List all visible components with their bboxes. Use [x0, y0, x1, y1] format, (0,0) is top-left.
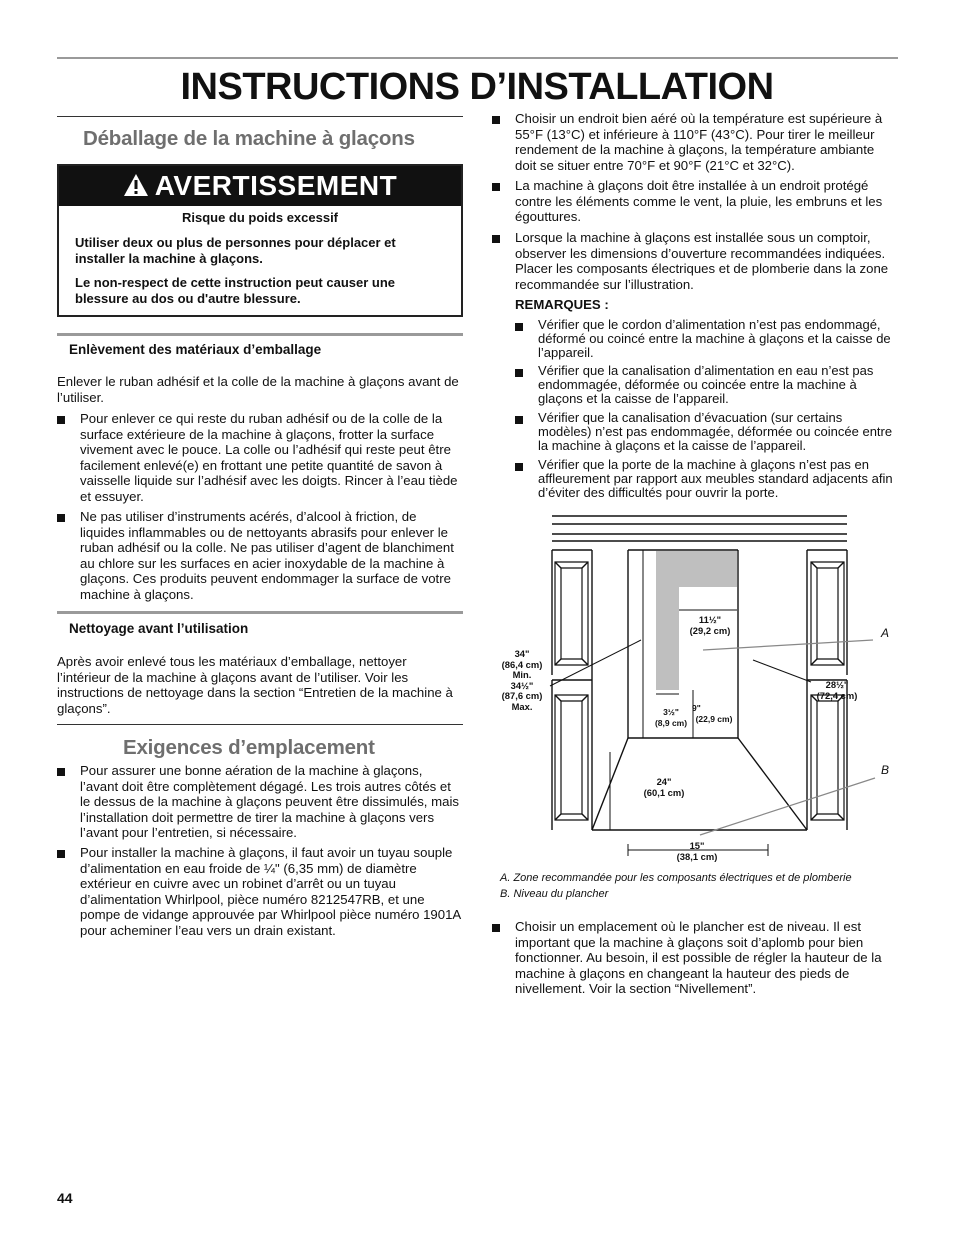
bullet-square-icon: [515, 416, 523, 424]
bullet-square-icon: [515, 463, 523, 471]
list-item: Choisir un emplacement où le plancher est de niveau. Il est important que la machine à glaçons soit d’aplomb pour bien fonctionner. Au besoin, il est possible de régler la hauteur de la machine à glaçons en changeant la hauteur des pieds de nivellement. Voir la section “Nivellement”.: [492, 919, 898, 997]
warning-line-2: Le non-respect de cette instruction peut causer une blessure au dos ou d'autre blessure.: [75, 275, 396, 306]
dim-top-width-label: 11½" (29,2 cm): [689, 614, 731, 636]
list-item: Choisir un endroit bien aéré où la température est supérieure à 55°F (13°C) et inférieure à 110°F (43°C). Pour tirer le meilleur rendement de la machine à glaçons, la température ambiante doit se situer entre 70°F et 90°F (21°C et 32°C).: [492, 111, 898, 173]
notes-label: REMARQUES :: [515, 297, 609, 312]
removal-intro: Enlever le ruban adhésif et la colle de la machine à glaçons avant de l’utiliser.: [57, 374, 459, 405]
dim-small-height-label: 9" (22,9 cm): [692, 703, 733, 724]
section-rule: [57, 611, 463, 614]
list-item: Pour enlever ce qui reste du ruban adhésif ou de la colle de la surface extérieure de la machine à glaçons, frotter la surface vivement avec le pouce. La colle ou l’adhésif qui reste peut être facilement enlevé(e) en frottant une petite quantité de savon à vaisselle liquide sur l’adhésif avec les doigts. Rincer à l’eau tiède et essuyer.: [57, 411, 463, 505]
bullet-square-icon: [57, 514, 65, 522]
section-rule: [57, 333, 463, 336]
cleaning-text: Après avoir enlevé tous les matériaux d’emballage, nettoyer l’intérieur de la machine à glaçons avant de l’utiliser. Voir les instructions de nettoyage dans la section “Entretien de la machine à glaçons”.: [57, 654, 453, 716]
top-rule: [57, 57, 898, 59]
removal-heading: Enlèvement des matériaux d’emballage: [69, 342, 322, 357]
bullet-square-icon: [57, 850, 65, 858]
caption-b: B. Niveau du plancher: [500, 888, 609, 900]
page-title: INSTRUCTIONS D’INSTALLATION: [180, 66, 774, 108]
list-item: Ne pas utiliser d’instruments acérés, d’alcool à friction, de liquides inflammables ou de nettoyants abrasifs pour enlever le ruban adhésif ou la colle. Ne pas utiliser d’agent de blanchiment au chlore sur les surfaces en acier inoxydable de la machine à glaçons. Ces produits peuvent endommager la surface de votre machine à glaçons.: [57, 509, 463, 603]
warning-risk: Risque du poids excessif: [181, 210, 339, 225]
unpacking-heading: Déballage de la machine à glaçons: [83, 127, 415, 150]
note-item: Vérifier que la canalisation d’évacuation (sur certains modèles) n’est pas endommagée, déformée ou coincée entre la machine à glaçons et la caisse de l’appareil.: [515, 411, 898, 453]
note-item: Vérifier que la porte de la machine à glaçons n’est pas en affleurement par rapport aux meubles standard adjacents afin d’éviter des difficultés pour ouvrir la porte.: [515, 458, 898, 500]
bullet-square-icon: [492, 235, 500, 243]
callout-a-label: A: [881, 626, 890, 640]
list-item: Lorsque la machine à glaçons est installée sous un comptoir, observer les dimensions d’ouverture recommandées indiquées. Placer les composants électriques et de plomberie dans la zone recommandée sur l’illustration.: [492, 230, 898, 292]
dim-right-height-label: 28½" (72,4 cm): [816, 679, 858, 701]
dim-depth-label: 24" (60,1 cm): [643, 776, 685, 798]
section-rule: [57, 724, 463, 725]
bullet-square-icon: [492, 924, 500, 932]
note-item: Vérifier que le cordon d’alimentation n’est pas endommagé, déformé ou coincé entre la machine à glaçons et la caisse de l’appareil.: [515, 318, 898, 360]
caption-a: A. Zone recommandée pour les composants électriques et de plomberie: [500, 872, 852, 884]
cleaning-heading: Nettoyage avant l’utilisation: [69, 621, 249, 636]
callout-b-label: B: [881, 763, 890, 777]
location-heading: Exigences d’emplacement: [123, 736, 375, 759]
warning-box: [57, 164, 463, 317]
note-item: Vérifier que la canalisation d’alimentation en eau n’est pas endommagée, déformée ou coincée entre la machine à glaçons et la caisse de l’appareil.: [515, 364, 898, 406]
dim-small-width-label: 3½" (8,9 cm): [654, 707, 688, 728]
bullet-square-icon: [515, 323, 523, 331]
list-item: La machine à glaçons doit être installée à un endroit protégé contre les éléments comme le vent, la pluie, les embruns et les égouttures.: [492, 178, 898, 225]
section-rule: [57, 116, 463, 117]
warning-banner-text: AVERTISSEMENT: [154, 170, 398, 201]
bullet-square-icon: [492, 116, 500, 124]
warning-triangle-icon: [123, 173, 149, 197]
list-item: Pour assurer une bonne aération de la machine à glaçons, l’avant doit être complètement dégagé. Les trois autres côtés et le dessus de la machine à glaçons peuvent être dissimulés, mais l’installation doit permettre de tirer la machine à glaçons vers l’avant pour l’entretien, si nécessaire.: [57, 763, 463, 841]
bullet-square-icon: [57, 768, 65, 776]
bullet-square-icon: [515, 369, 523, 377]
bullet-square-icon: [492, 183, 500, 191]
bullet-square-icon: [57, 416, 65, 424]
dim-height-label: 34" (86,4 cm) Min. 34½" (87,6 cm) Max.: [501, 648, 543, 712]
warning-line-1: Utiliser deux ou plus de personnes pour déplacer et installer la machine à glaçons.: [75, 235, 396, 266]
installation-diagram: [495, 510, 898, 865]
list-item: Pour installer la machine à glaçons, il faut avoir un tuyau souple d’alimentation en eau froide de ¼" (6,35 mm) de diamètre extérieur en cuivre avec un robinet d’arrêt ou un tuyau d’alimentation Whirlpool, pièce numéro 8212547RB, et une pompe de vidange approuvée par Whirlpool pièce numéro 1901A pour acheminer l’eau vers un drain existant.: [57, 845, 463, 939]
dim-bottom-width-label: 15" (38,1 cm): [676, 840, 718, 862]
page-number: 44: [57, 1190, 73, 1206]
warning-banner: [59, 166, 461, 206]
